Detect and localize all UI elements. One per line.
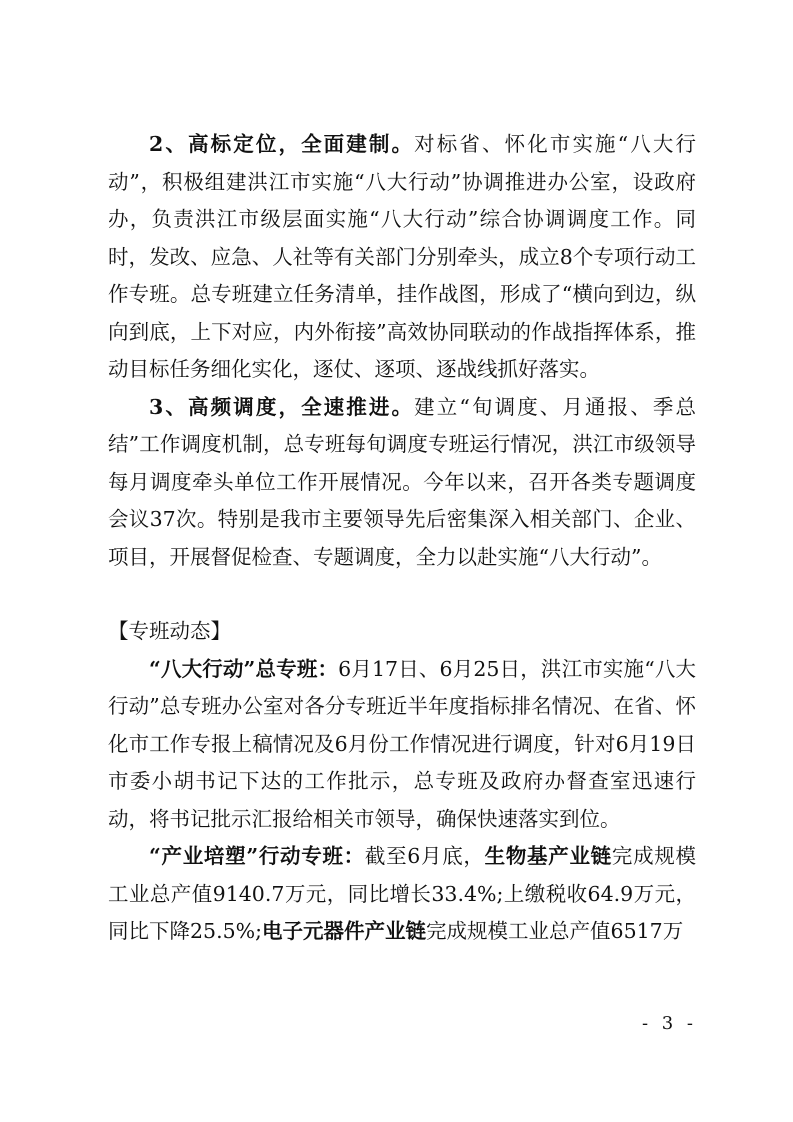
paragraph-industry-task-force (108, 838, 696, 951)
paragraph-lead: 3、高频调度，全速推进。 (149, 394, 415, 419)
paragraph-text: 完成规模工业总产值9140.7万元，同比增长33.4%;上缴税收64.9万元，同比下降25.5%; (108, 844, 697, 943)
section-heading: 【专班动态】 (108, 619, 231, 643)
paragraph-positioning (108, 126, 696, 389)
paragraph-general-task-force (108, 651, 696, 839)
paragraph-text: 建立“旬调度、月通报、季总结”工作调度机制，总专班每旬调度专班运行情况，洪江市级领导每月调度牵头单位工作开展情况。今年以来，召开各类专题调度会议37次。特别是我市主要领导先后密集深入相关部门、企业、项目，开展督促检查、专题调度，全力以赴实施“八大行动”。 (108, 394, 696, 569)
paragraph-text: 对标省、怀化市实施“八大行动”，积极组建洪江市实施“八大行动”协调推进办公室，设政府办，负责洪江市级层面实施“八大行动”综合协调调度工作。同时，发改、应急、人社等有关部门分别牵头，成立8个专项行动工作专班。总专班建立任务清单，挂作战图，形成了“横向到边，纵向到底，上下对应，内外衔接”高效协同联动的作战指挥体系，推动目标任务细化实化，逐仗、逐项、逐战线抓好落实。 (108, 132, 696, 381)
industry-chain-name: 生物基产业链 (484, 844, 612, 868)
industry-chain-name: 电子元器件产业链 (262, 919, 427, 943)
paragraph-text: 6月17日、6月25日，洪江市实施“八大行动”总专班办公室对各分专班近半年度指标排名情况、在省、怀化市工作专报上稿情况及6月份工作情况进行调度，针对6月19日市委小胡书记下达的工作批示，总专班及政府办督查室迅速行动，将书记批示汇报给相关市领导，确保快速落实到位。 (108, 656, 696, 831)
paragraph-text: 完成规模工业总产值6517万 (426, 919, 684, 943)
paragraph-lead: 2、高标定位，全面建制。 (149, 132, 415, 156)
paragraph-scheduling (108, 389, 696, 577)
paragraph-lead: “产业培塑”行动专班： (149, 844, 365, 868)
page-number: - 3 - (641, 1013, 697, 1034)
paragraph-text: 截至6月底， (364, 844, 485, 868)
paragraph-lead: “八大行动”总专班： (149, 656, 339, 681)
document-body (108, 126, 696, 951)
